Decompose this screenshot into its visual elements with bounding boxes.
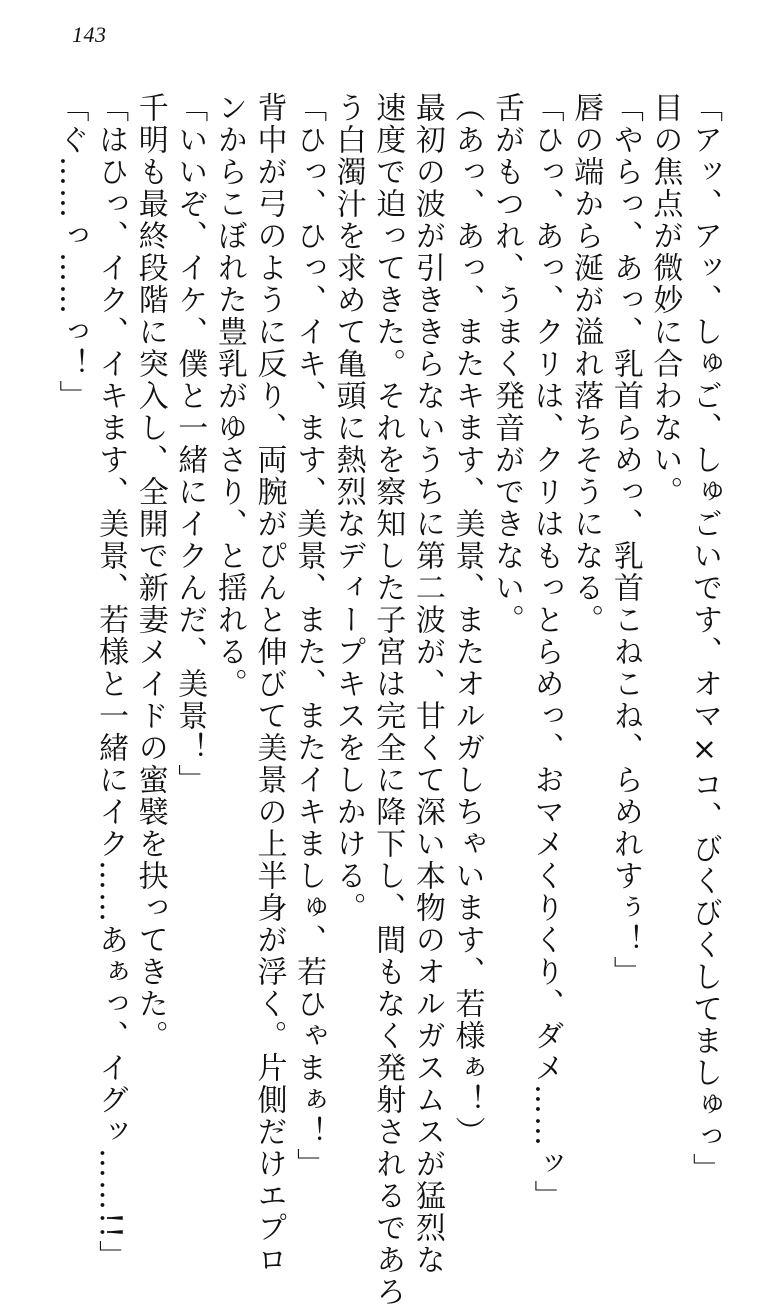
text-line: 背中が弓のように反り、両腕がぴんと伸びて美景の上半身が浮く。片側だけエプロ bbox=[251, 92, 287, 1276]
text-line: 速度で迫ってきた。それを察知した子宮は完全に降下し、間もなく発射されるであろ bbox=[370, 92, 406, 1308]
text-line: 「ひっ、あっ、クリは、クリはもっとらめっ、おマメくりくり、ダメ……ッ」 bbox=[528, 92, 564, 1212]
text-line: う白濁汁を求めて亀頭に熱烈なディープキスをしかける。 bbox=[330, 92, 366, 924]
text-line: 「いいぞ、イケ、僕と一緒にイクんだ、美景！」 bbox=[172, 92, 208, 796]
vertical-text-body bbox=[51, 92, 724, 1308]
text-line: 舌がもつれ、うまく発音ができない。 bbox=[489, 92, 525, 636]
text-line: 「やらっ、あっ、乳首らめっ、乳首こねこね、らめれすぅ！」 bbox=[607, 92, 643, 988]
text-line: 「はひっ、イク、イキます、美景、若様と一緒にイク……あぁっ、イグッ……!!」 bbox=[93, 92, 129, 1273]
text-line: 唇の端から涎が溢れ落ちそうになる。 bbox=[568, 92, 604, 636]
text-line: （あっ、あっ、またキます、美景、またオルガしちゃいます、若様ぁ！） bbox=[449, 92, 485, 1148]
text-line: ンからこぼれた豊乳がゆさり、と揺れる。 bbox=[211, 92, 247, 700]
text-line: 「ひっ、ひっ、イキ、ます、美景、また、またイキましゅ、若ひゃまぁ！」 bbox=[291, 92, 327, 1180]
text-line: 最初の波が引ききらないうちに第二波が、甘くて深い本物のオルガスムスが猛烈な bbox=[409, 92, 445, 1276]
text-line: 「アッ、アッ、しゅご、しゅごいです、オマ×コ、びくびくしてましゅっ」 bbox=[687, 92, 722, 1185]
text-line: 目の焦点が微妙に合わない。 bbox=[647, 92, 683, 508]
text-line: 千明も最終段階に突入し、全開で新妻メイドの蜜襞を抉ってきた。 bbox=[132, 92, 168, 1052]
page-number: 143 bbox=[72, 22, 107, 47]
text-line: 「ぐ……っ……っ！」 bbox=[53, 92, 89, 412]
